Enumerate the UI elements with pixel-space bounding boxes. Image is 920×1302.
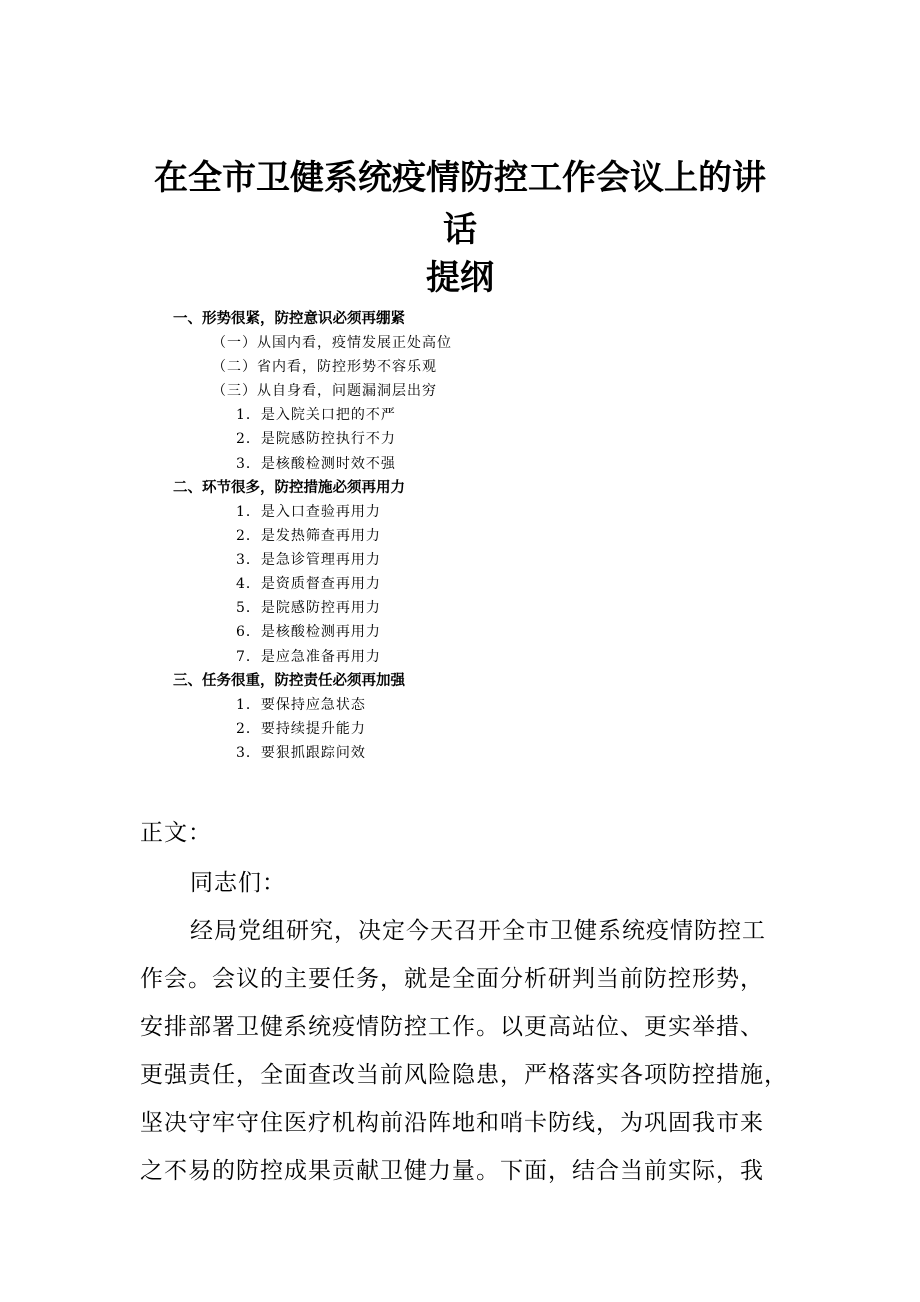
outline-item: 4．是资质督查再用力 [236, 576, 381, 592]
outline-item: 2．是发热筛查再用力 [236, 528, 381, 544]
body-text-line: 安排部署卫健系统疫情防控工作。以更高站位、更实举措、 [140, 1014, 764, 1040]
outline-item: 3．要狠抓跟踪问效 [236, 745, 366, 761]
outline-item: 5．是院感防控再用力 [236, 600, 381, 616]
outline-item: 2．是院感防控执行不力 [236, 431, 396, 447]
outline-heading: 一、形势很紧，防控意识必须再绷紧 [173, 311, 405, 327]
outline-subheading: （一）从国内看，疫情发展正处高位 [212, 335, 452, 351]
outline-subheading: （二）省内看，防控形势不容乐观 [212, 359, 437, 375]
body-text-line: 经局党组研究，决定今天召开全市卫健系统疫情防控工 [190, 918, 766, 944]
outline-item: 1．是入院关口把的不严 [236, 407, 396, 423]
title-line-3: 提纲 [426, 258, 494, 298]
body-text-line: 之不易的防控成果贡献卫健力量。下面，结合当前实际，我 [140, 1158, 764, 1184]
greeting: 同志们： [190, 870, 286, 896]
outline-subheading: （三）从自身看，问题漏洞层出穷 [212, 383, 437, 399]
outline-item: 3．是核酸检测时效不强 [236, 456, 396, 472]
outline-heading: 二、环节很多，防控措施必须再用力 [173, 480, 405, 496]
outline-item: 7．是应急准备再用力 [236, 649, 381, 665]
body-text-line: 作会。会议的主要任务，就是全面分析研判当前防控形势， [140, 966, 764, 992]
outline-item: 3．是急诊管理再用力 [236, 552, 381, 568]
outline-item: 6．是核酸检测再用力 [236, 624, 381, 640]
outline-item: 2．要持续提升能力 [236, 721, 366, 737]
body-text-line: 坚决守牢守住医疗机构前沿阵地和哨卡防线，为巩固我市来 [140, 1110, 764, 1136]
body-label: 正文： [140, 820, 212, 846]
outline-heading: 三、任务很重，防控责任必须再加强 [173, 673, 405, 689]
outline-item: 1．是入口查验再用力 [236, 504, 381, 520]
title-line-1: 在全市卫健系统疫情防控工作会议上的讲 [154, 158, 766, 198]
outline-item: 1．要保持应急状态 [236, 697, 366, 713]
title-line-2: 话 [443, 210, 477, 250]
body-text-line: 更强责任，全面查改当前风险隐患，严格落实各项防控措施， [140, 1062, 788, 1088]
